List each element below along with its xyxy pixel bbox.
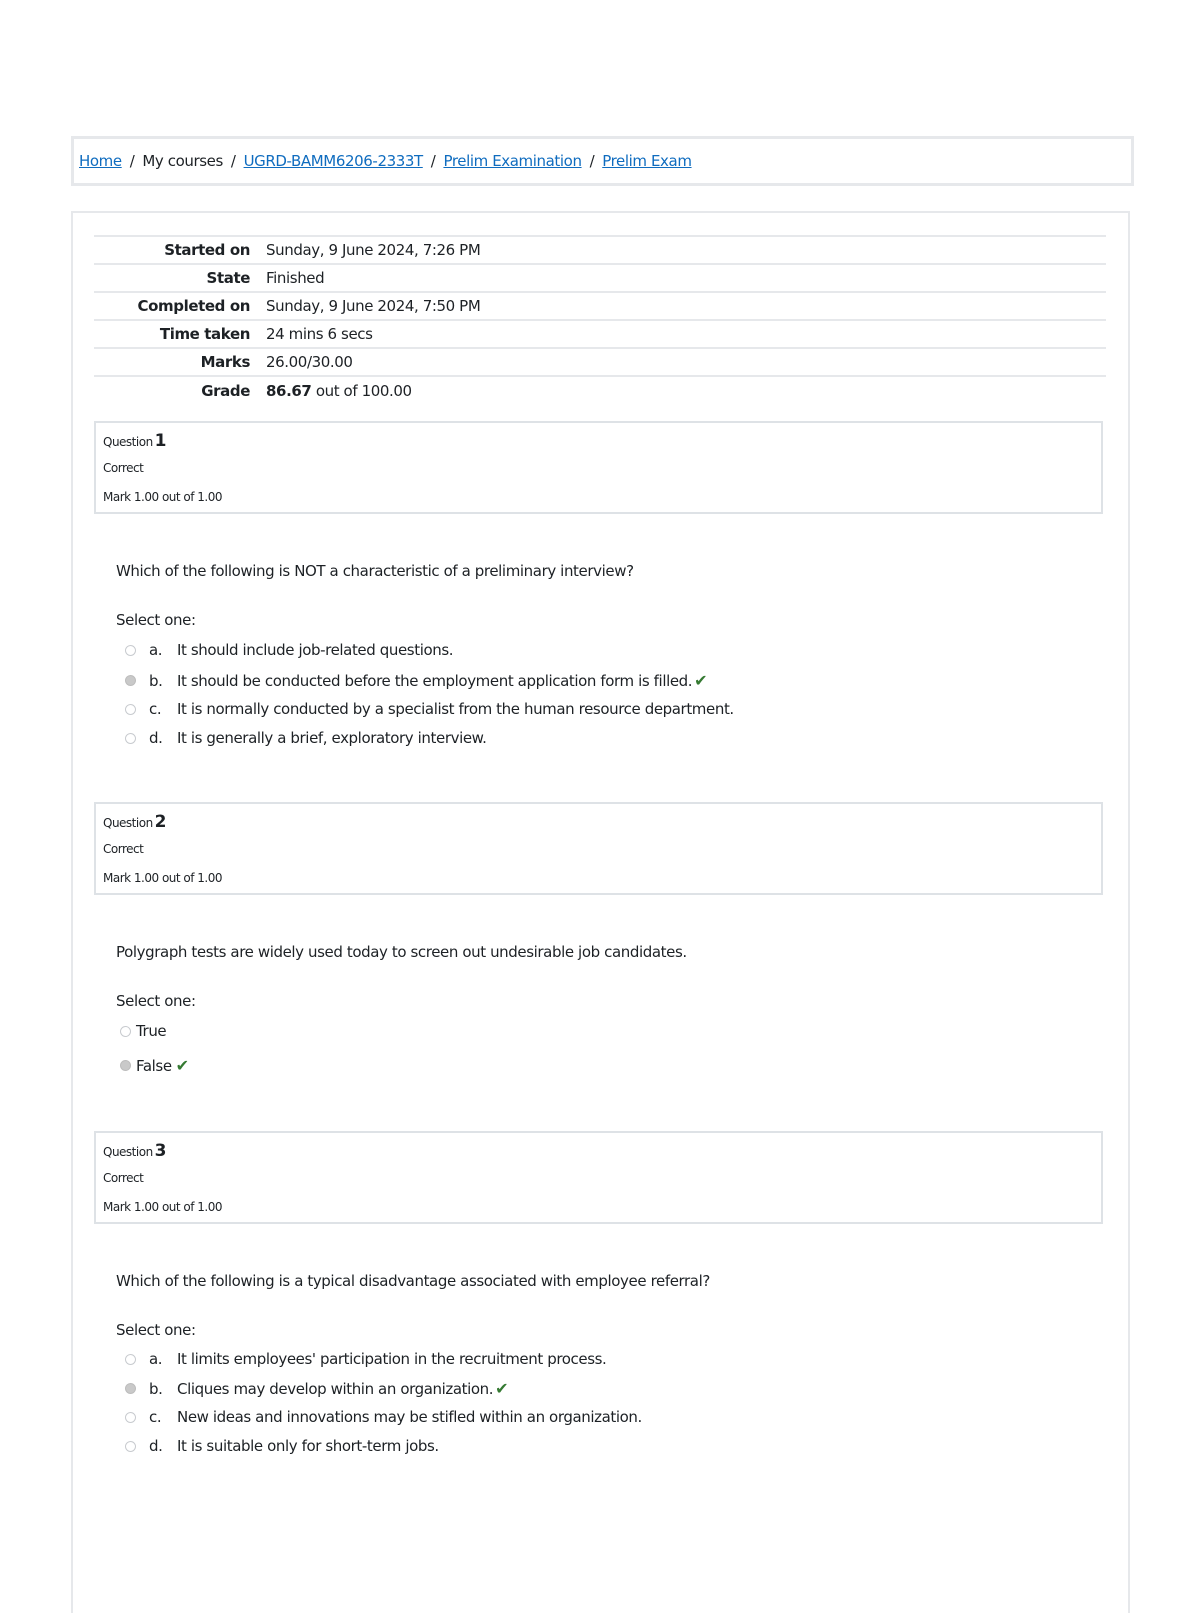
summary-row-time-taken [94, 320, 1106, 348]
summary-row-state [94, 264, 1106, 292]
question-number [103, 1141, 166, 1161]
answer-option[interactable] [125, 729, 487, 747]
question-text-2: Polygraph tests are widely used today to screen out undesirable job candidates. [116, 943, 687, 961]
radio-button[interactable] [120, 1026, 131, 1037]
summary-value: 26.00/30.00 [266, 353, 353, 371]
summary-label: Marks [200, 353, 250, 371]
question-state: Correct [103, 461, 144, 475]
attempt-summary-table [94, 235, 1106, 404]
option-text: True [136, 1022, 167, 1040]
question-info-2 [94, 802, 1103, 895]
summary-label: Time taken [159, 325, 250, 343]
summary-value: Finished [266, 269, 325, 287]
option-text: It should be conducted before the employment application form is filled. [177, 671, 693, 690]
summary-value: Sunday, 9 June 2024, 7:50 PM [266, 297, 481, 315]
breadcrumb-separator: / [589, 152, 595, 170]
option-text: Cliques may develop within an organization. [177, 1379, 494, 1398]
answer-option-selected[interactable] [125, 1379, 508, 1398]
option-letter: b. [149, 671, 163, 690]
summary-value: 24 mins 6 secs [266, 325, 373, 343]
option-text: False [136, 1056, 172, 1075]
radio-button[interactable] [125, 733, 136, 744]
radio-button-checked[interactable] [125, 1383, 136, 1394]
question-grade: Mark 1.00 out of 1.00 [103, 1200, 223, 1214]
question-grade: Mark 1.00 out of 1.00 [103, 490, 223, 504]
question-number-value: 3 [154, 1141, 167, 1161]
check-icon: ✔ [175, 1056, 189, 1075]
option-letter: a. [149, 1350, 163, 1368]
breadcrumb-separator: / [230, 152, 236, 170]
answer-option[interactable] [125, 1408, 642, 1426]
option-letter: d. [149, 729, 163, 747]
question-grade: Mark 1.00 out of 1.00 [103, 871, 223, 885]
option-letter: c. [149, 700, 162, 718]
question-label: Question [103, 816, 153, 830]
select-one-prompt: Select one: [116, 611, 196, 629]
radio-button-checked[interactable] [125, 675, 136, 686]
answer-option[interactable] [125, 641, 453, 659]
option-text: It is suitable only for short-term jobs. [177, 1437, 439, 1455]
option-letter: a. [149, 641, 163, 659]
summary-row-started-on [94, 236, 1106, 264]
question-label: Question [103, 1145, 153, 1159]
breadcrumb-home-link[interactable]: Home [79, 152, 122, 170]
check-icon: ✔ [495, 1379, 509, 1398]
question-text-3: Which of the following is a typical disadvantage associated with employee referral? [116, 1272, 710, 1290]
answer-option[interactable] [125, 1437, 439, 1455]
breadcrumb-separator: / [430, 152, 436, 170]
breadcrumb-separator: / [129, 152, 135, 170]
radio-button[interactable] [125, 704, 136, 715]
question-number [103, 431, 166, 451]
option-text: It should include job-related questions. [177, 641, 454, 659]
option-text: New ideas and innovations may be stifled within an organization. [177, 1408, 642, 1426]
question-number [103, 812, 166, 832]
breadcrumb-my-courses: My courses [142, 152, 223, 170]
summary-label: Started on [164, 241, 250, 259]
radio-button[interactable] [125, 1441, 136, 1452]
breadcrumb-section-link[interactable]: Prelim Examination [443, 152, 582, 170]
summary-label: State [206, 269, 250, 287]
question-text-1: Which of the following is NOT a characteristic of a preliminary interview? [116, 562, 634, 580]
select-one-prompt: Select one: [116, 992, 196, 1010]
answer-option[interactable] [120, 1022, 166, 1040]
summary-value: Sunday, 9 June 2024, 7:26 PM [266, 241, 481, 259]
radio-button[interactable] [125, 1354, 136, 1365]
question-label: Question [103, 435, 153, 449]
option-text: It limits employees' participation in the recruitment process. [177, 1350, 607, 1368]
option-letter: c. [149, 1408, 162, 1426]
question-number-value: 2 [154, 812, 167, 832]
radio-button[interactable] [125, 1412, 136, 1423]
summary-row-marks [94, 348, 1106, 376]
radio-button-checked[interactable] [120, 1060, 131, 1071]
radio-button[interactable] [125, 645, 136, 656]
answer-option[interactable] [125, 700, 734, 718]
question-state: Correct [103, 1171, 144, 1185]
option-text: It is normally conducted by a specialist from the human resource department. [177, 700, 734, 718]
summary-label: Completed on [137, 297, 250, 315]
grade-out-of: out of 100.00 [315, 381, 412, 400]
answer-option-selected[interactable] [120, 1056, 189, 1075]
question-state: Correct [103, 842, 144, 856]
summary-row-grade [94, 376, 1106, 404]
answer-option-selected[interactable] [125, 671, 707, 690]
question-info-1 [94, 421, 1103, 514]
select-one-prompt: Select one: [116, 1321, 196, 1339]
answer-option[interactable] [125, 1350, 606, 1368]
option-letter: b. [149, 1379, 163, 1398]
breadcrumb-activity-link[interactable]: Prelim Exam [602, 152, 692, 170]
question-number-value: 1 [154, 431, 167, 451]
breadcrumb-course-link[interactable]: UGRD-BAMM6206-2333T [243, 152, 423, 170]
grade-score: 86.67 [266, 381, 312, 400]
summary-label: Grade [201, 381, 250, 400]
check-icon: ✔ [694, 671, 708, 690]
breadcrumb [71, 136, 1134, 186]
question-info-3 [94, 1131, 1103, 1224]
option-letter: d. [149, 1437, 163, 1455]
summary-row-completed-on [94, 292, 1106, 320]
summary-value [266, 376, 1106, 404]
option-text: It is generally a brief, exploratory interview. [177, 729, 487, 747]
